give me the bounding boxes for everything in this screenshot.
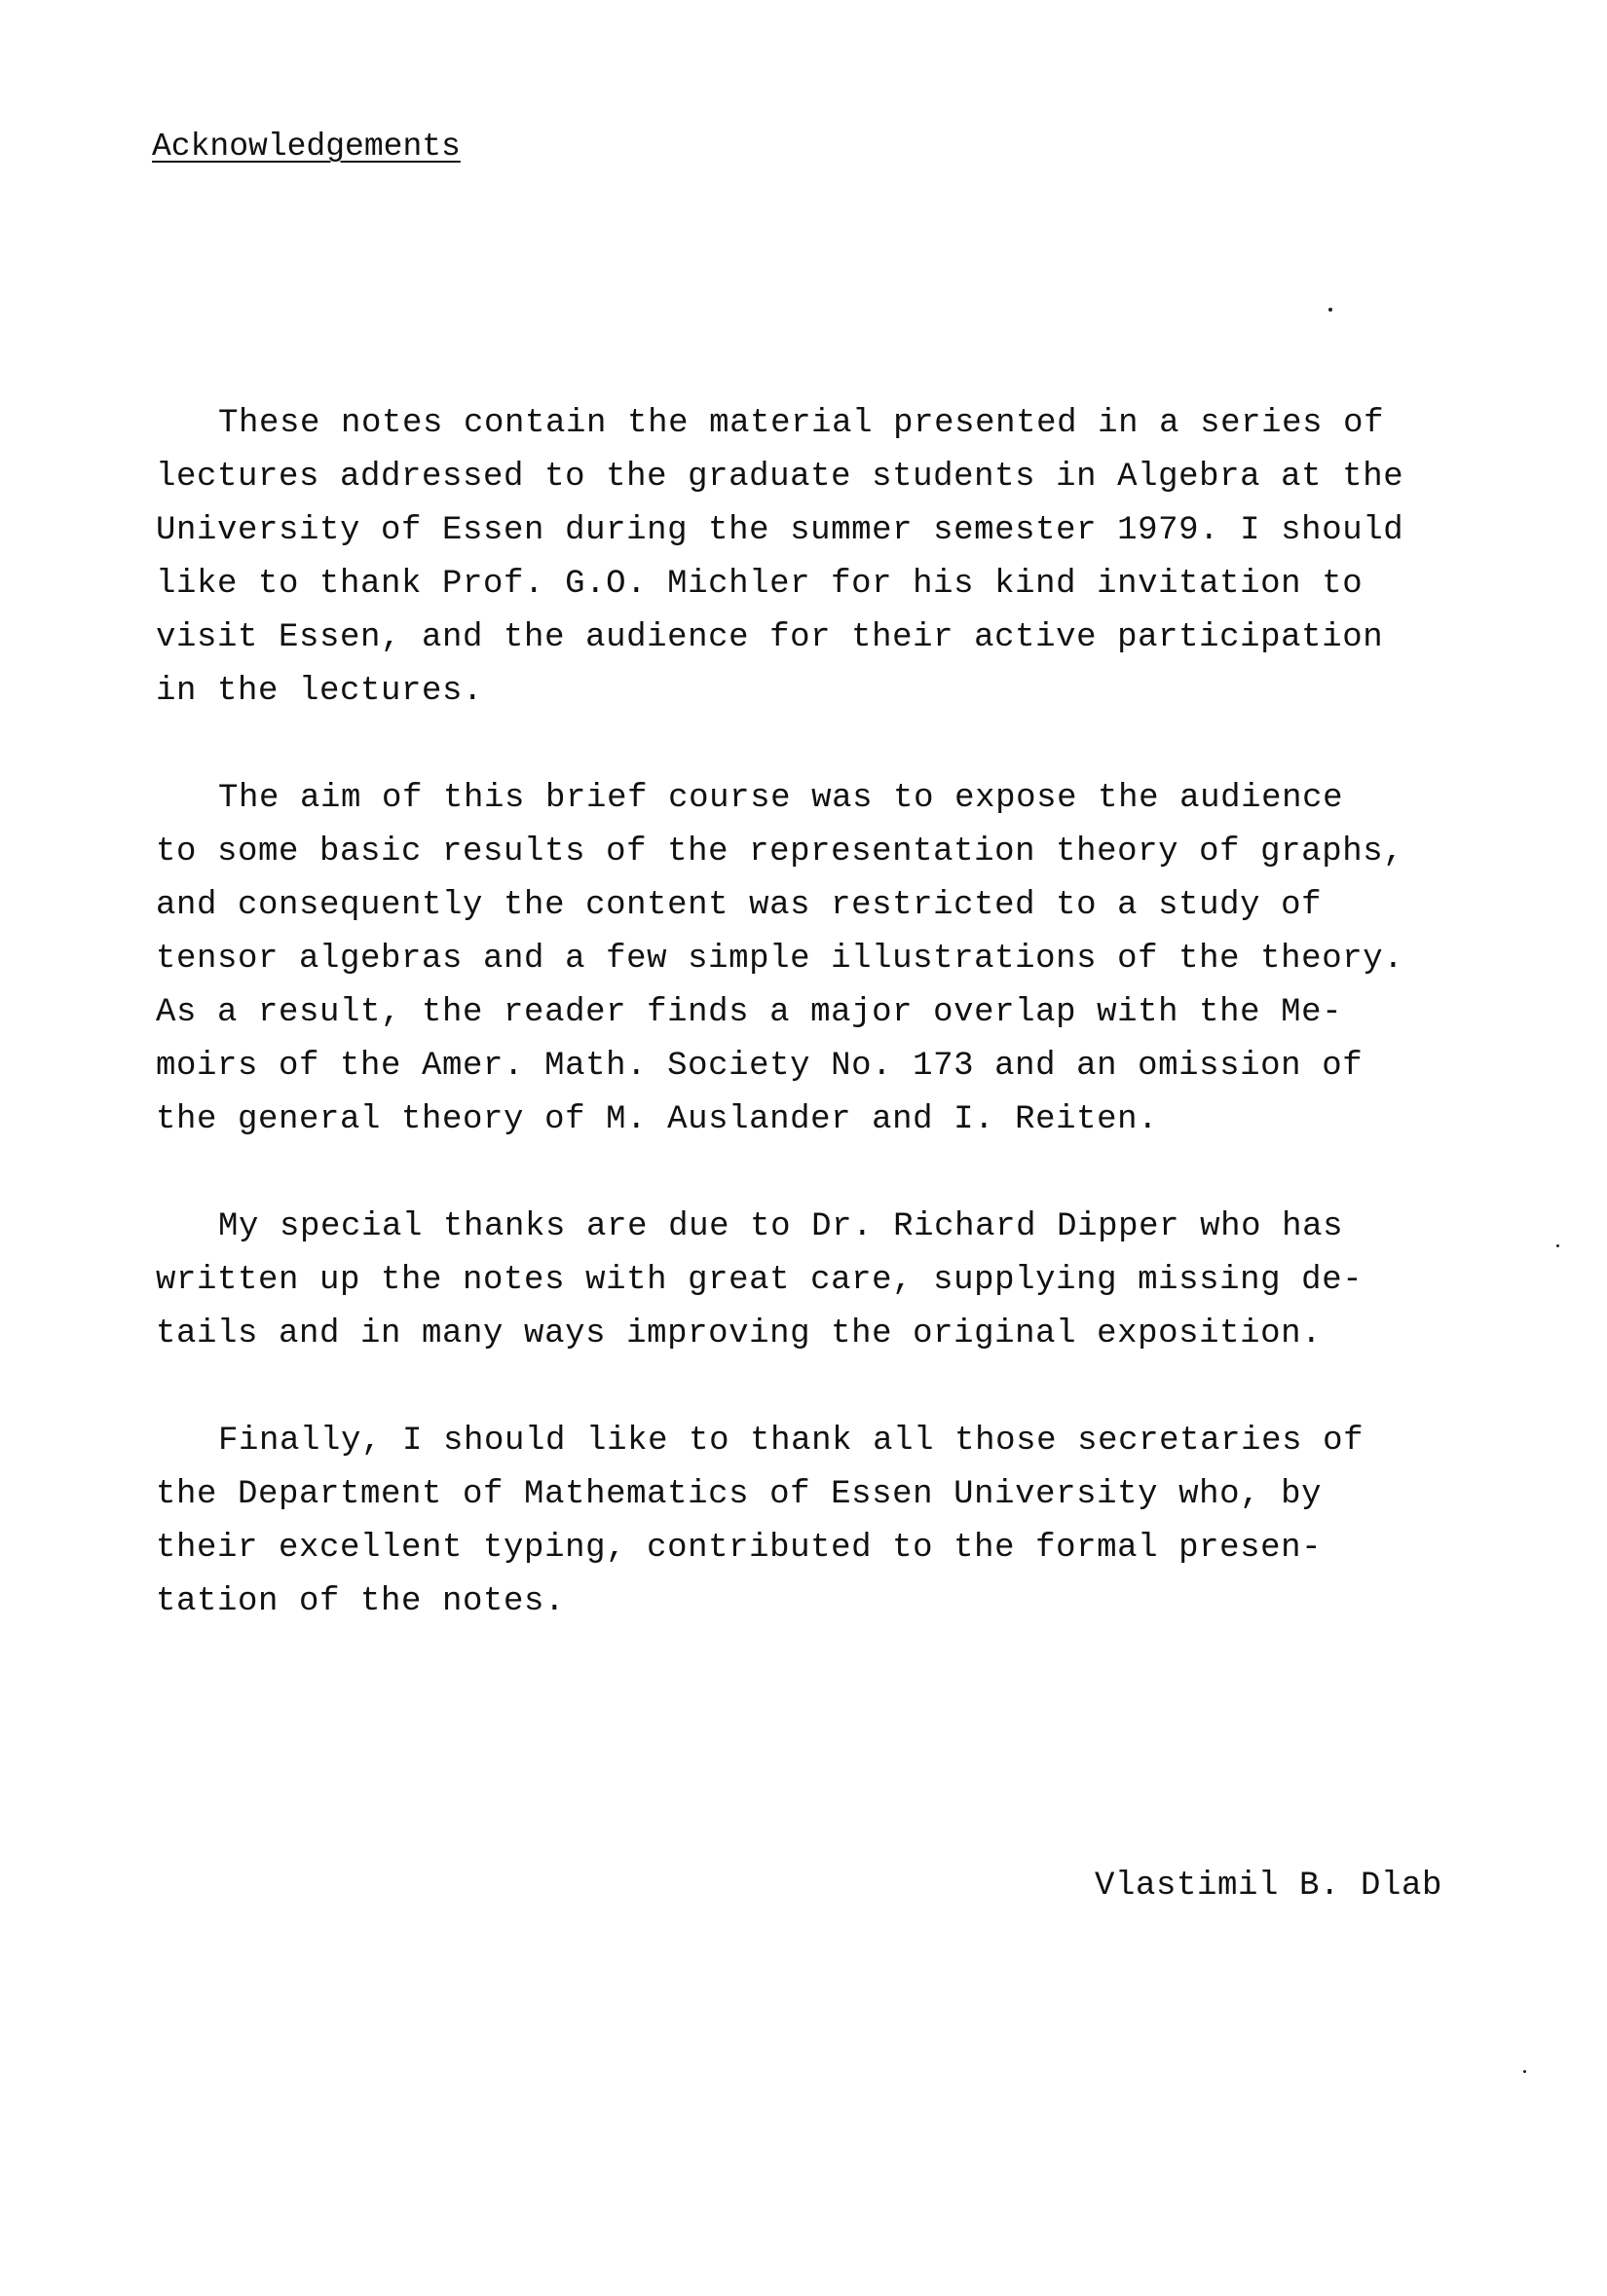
paragraph-1-line-1: These notes contain the material presented in a series of bbox=[218, 405, 1385, 442]
paragraph-1-line-3: University of Essen during the summer semester 1979. I should bbox=[156, 512, 1404, 549]
paragraph-2-line-5: As a result, the reader finds a major overlap with the Me- bbox=[156, 994, 1343, 1031]
paragraph-2-line-6: moirs of the Amer. Math. Society No. 173 and an omission of bbox=[156, 1048, 1364, 1085]
paragraph-4-line-2: the Department of Mathematics of Essen University who, by bbox=[156, 1476, 1323, 1513]
paragraph-4-line-4: tation of the notes. bbox=[156, 1583, 566, 1620]
paragraph-2-line-3: and consequently the content was restricted to a study of bbox=[156, 887, 1323, 924]
paragraph-1-line-2: lectures addressed to the graduate students in Algebra at the bbox=[156, 459, 1404, 496]
paragraph-2-line-2: to some basic results of the representation theory of graphs, bbox=[156, 833, 1404, 870]
paragraph-2-line-4: tensor algebras and a few simple illustrations of the theory. bbox=[156, 941, 1404, 978]
paragraph-3-line-2: written up the notes with great care, supplying missing de- bbox=[156, 1262, 1364, 1299]
paragraph-1-line-4: like to thank Prof. G.O. Michler for his kind invitation to bbox=[156, 566, 1364, 603]
scan-speck bbox=[1328, 308, 1332, 312]
paragraph-3-line-3: tails and in many ways improving the original exposition. bbox=[156, 1315, 1323, 1352]
paragraph-2-line-1: The aim of this brief course was to expose the audience bbox=[218, 780, 1344, 817]
paragraph-4-line-1: Finally, I should like to thank all those secretaries of bbox=[218, 1423, 1364, 1460]
signature: Vlastimil B. Dlab bbox=[1095, 1868, 1443, 1905]
paragraph-1-line-5: visit Essen, and the audience for their active participation bbox=[156, 619, 1384, 656]
scan-speck bbox=[1523, 2070, 1526, 2073]
paragraph-2-line-7: the general theory of M. Auslander and I. Reiten. bbox=[156, 1101, 1159, 1138]
scan-speck bbox=[1556, 1244, 1559, 1247]
page-title: Acknowledgements bbox=[152, 129, 461, 165]
paragraph-4-line-3: their excellent typing, contributed to the formal presen- bbox=[156, 1530, 1323, 1567]
paragraph-1-line-6: in the lectures. bbox=[156, 673, 484, 710]
paragraph-3-line-1: My special thanks are due to Dr. Richard Dipper who has bbox=[218, 1208, 1344, 1245]
